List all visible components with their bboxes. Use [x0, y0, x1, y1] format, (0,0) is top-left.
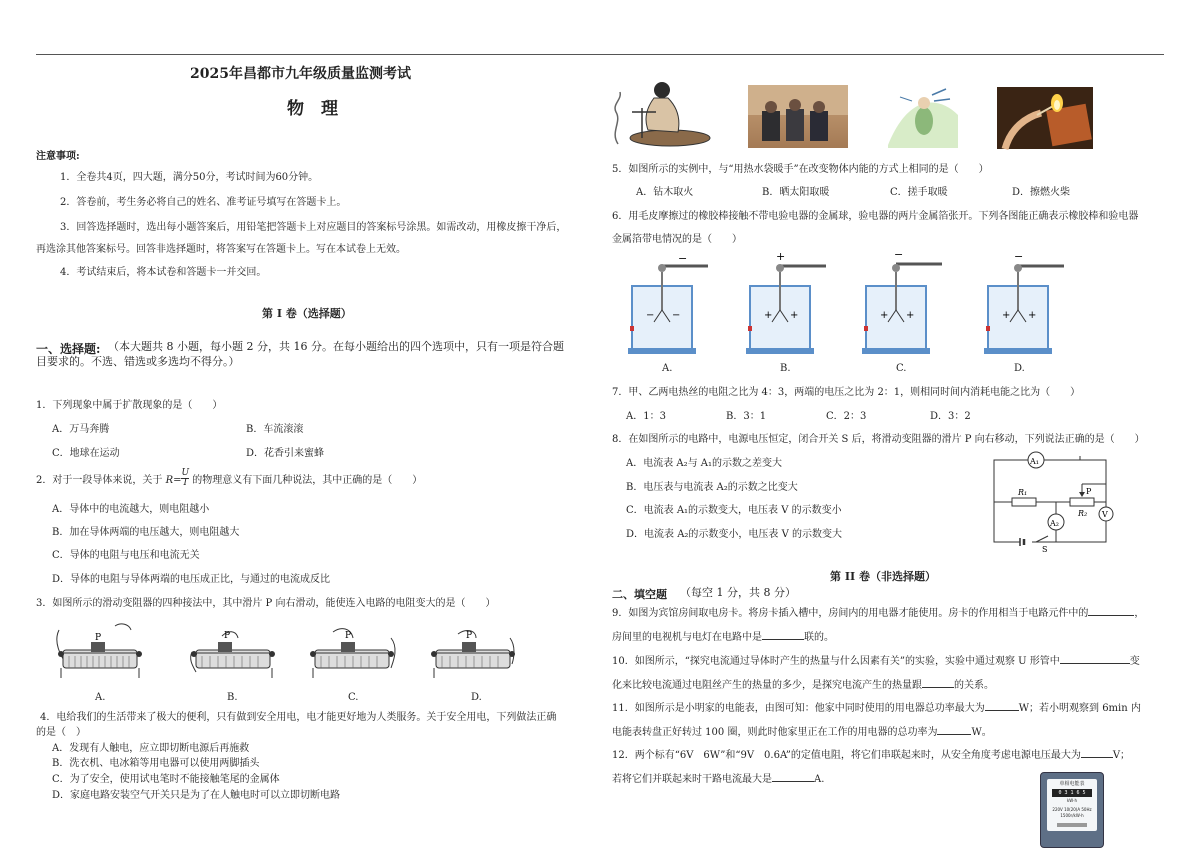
- q12-line1-post: V；: [1112, 750, 1131, 761]
- meter-dial-window: [1057, 823, 1087, 827]
- q8-option-d: D．电流表 A₂的示数变小，电压表 V 的示数变大: [626, 529, 843, 540]
- q6-a-leaf-sign-1: −: [646, 310, 655, 321]
- q6-electroscope-b: [746, 252, 836, 356]
- electricity-meter: [1040, 772, 1104, 848]
- q7-option-a: A．1：3: [626, 411, 666, 422]
- q3-rheostat-d: [428, 628, 518, 684]
- q12-blank-1[interactable]: [1081, 747, 1113, 758]
- q5-option-c: C．搓手取暖: [890, 187, 948, 198]
- section2-head: 二、填空题: [612, 588, 667, 601]
- notice-item-3: 3．回答选择题时，选出每小题答案后，用铅笔把答题卡上对应题目的答案标号涂黑。如需改动，用橡皮擦干净后，: [60, 222, 567, 233]
- q12-blank-2[interactable]: [772, 771, 814, 782]
- q2-option-d: D．导体的电阻与导体两端的电压成正比，与通过的电流成反比: [52, 574, 331, 585]
- q6-electroscope-c: [862, 248, 952, 356]
- q6-b-rod-sign: +: [776, 250, 786, 263]
- q4-option-b: B．洗衣机、电冰箱等用电器可以使用两脚插头: [52, 758, 260, 769]
- q8-label-v: V: [1102, 510, 1108, 519]
- q11-line1-pre: 11．如图所示是小明家的电能表，由图可知：他家中同时使用的用电器总功率最大为: [612, 703, 985, 714]
- q8-circuit-diagram: [990, 450, 1120, 554]
- meter-spec-1: 220V 10(20)A 50Hz: [1052, 807, 1092, 812]
- q7-option-d: D．3：2: [930, 411, 971, 422]
- q7-option-b: B．3：1: [726, 411, 767, 422]
- meter-spec-2: 1500r/kW·h: [1060, 813, 1084, 818]
- q2-stem-pre: 2．对于一段导体来说，关于: [36, 475, 163, 486]
- exam-subject: 物 理: [287, 99, 338, 119]
- q5-image-rubbing-hands: [888, 85, 958, 148]
- q8-label-a1: A₁: [1030, 457, 1039, 466]
- q8-label-a2: A₂: [1050, 519, 1059, 528]
- q4-stem-2: 的是（ ）: [36, 727, 86, 738]
- q1-option-b: B．车流滚滚: [246, 424, 304, 435]
- q10-line1-end: 变: [1129, 656, 1140, 667]
- q11-blank-2[interactable]: [937, 724, 971, 735]
- notice-item-3b: 再选涂其他答案标号。回答非选择题时，将答案写在答题卡上。写在本试卷上无效。: [36, 244, 406, 255]
- section1-desc-1: （本大题共 8 小题，每小题 2 分，共 16 分。在每小题给出的四个选项中，只有一项是符合题: [108, 340, 564, 353]
- q6-d-leaf-sign-1: +: [1002, 310, 1011, 321]
- q8-option-c: C．电流表 A₁的示数变大，电压表 V 的示数变小: [626, 505, 842, 516]
- q2-option-a: A．导体中的电流越大，则电阻越小: [52, 504, 210, 515]
- q11-blank-1[interactable]: [985, 700, 1019, 711]
- q4-option-c: C．为了安全，使用试电笔时不能接触笔尾的金属体: [52, 774, 280, 785]
- notice-heading: 注意事项:: [36, 151, 80, 162]
- q5-image-striking-match: [997, 87, 1093, 149]
- q12-line2: [612, 771, 824, 786]
- q3-label-b: B.: [227, 692, 238, 703]
- meter-unit: kW·h: [1066, 798, 1078, 803]
- q10-line1-text: 10．如图所示，“探究电流通过导体时产生的热量与什么因素有关”的实验，实验中通过观察 U 形管中: [612, 656, 1060, 667]
- part1-title: 第 I 卷（选择题）: [262, 307, 352, 320]
- q5-image-drilling-wood: [612, 78, 712, 150]
- q2-formula-fraction: [181, 469, 189, 488]
- q6-d-leaf-sign-2: +: [1028, 310, 1037, 321]
- q6-label-b: B.: [780, 363, 791, 374]
- q9-line1: 9．如图为宾馆房间取电房卡。将房卡插入槽中，房间内的用电器才能使用。房卡的作用相当于电路元件中的 ，: [612, 605, 1144, 620]
- q8-label-r1: R₁: [1018, 488, 1028, 497]
- q6-stem-2: 金属箔带电情况的是（ ）: [612, 234, 742, 245]
- q10-blank-2[interactable]: [922, 677, 954, 688]
- q3-rheostat-b: [188, 628, 278, 684]
- q9-line1-text: 9．如图为宾馆房间取电房卡。将房卡插入槽中，房间内的用电器才能使用。房卡的作用相当于电路元件中的: [612, 608, 1089, 619]
- q12-line2-pre: 若将它们并联起来时干路电流最大是: [612, 774, 772, 785]
- q2-formula-i: I: [183, 478, 188, 488]
- q9-line2-post: 联的。: [804, 632, 834, 643]
- q3-d-p-label: P: [466, 631, 473, 641]
- q6-c-rod-sign: −: [894, 248, 904, 261]
- q1-option-c: C．地球在运动: [52, 448, 120, 459]
- header-rule: [36, 54, 1164, 55]
- q11-line2-post: W。: [971, 727, 992, 738]
- q3-label-a: A.: [95, 692, 106, 703]
- q10-line2: [612, 677, 994, 692]
- q6-label-c: C.: [896, 363, 907, 374]
- q6-c-leaf-sign-2: +: [906, 310, 915, 321]
- q9-line2-pre: 房间里的电视机与电灯在电路中是: [612, 632, 762, 643]
- q7-stem: 7．甲、乙两电热丝的电阻之比为 4：3，两端的电压之比为 2：1，则相同时间内消耗电能之比为（ ）: [612, 387, 1081, 398]
- q8-label-r2: R₂: [1078, 509, 1088, 518]
- section1-desc-2: 目要求的。不选、错选或多选均不得分。）: [36, 355, 240, 368]
- q9-blank-1[interactable]: [1088, 605, 1134, 616]
- q4-option-a: A．发现有人触电，应立即切断电源后再施救: [52, 743, 250, 754]
- q5-image-sunbathing: [748, 85, 848, 148]
- section1-head: 一、选择题:: [36, 342, 101, 356]
- notice-item-2: 2．答卷前，考生务必将自己的姓名、准考证号填写在答题卡上。: [60, 197, 347, 208]
- q3-c-p-label: P: [345, 631, 352, 641]
- q9-blank-2[interactable]: [762, 629, 804, 640]
- q5-stem: 5．如图所示的实例中，与“用热水袋暖手”在改变物体内能的方式上相同的是（ ）: [612, 164, 989, 175]
- q7-option-c: C．2：3: [826, 411, 867, 422]
- q6-electroscope-d: [984, 252, 1074, 356]
- q1-stem: 1．下列现象中属于扩散现象的是（ ）: [36, 400, 223, 411]
- q5-option-d: D．擦燃火柴: [1012, 187, 1071, 198]
- q2-option-b: B．加在导体两端的电压越大，则电阻越大: [52, 527, 240, 538]
- q10-blank-1[interactable]: [1060, 653, 1130, 664]
- q8-option-a: A．电流表 A₂与 A₁的示数之差变大: [626, 458, 783, 469]
- q6-label-a: A.: [662, 363, 673, 374]
- q8-label-p: P: [1086, 487, 1092, 496]
- q5-option-b: B．晒太阳取暖: [762, 187, 830, 198]
- meter-title: 单相电能表: [1059, 781, 1085, 787]
- q9-line2: [612, 629, 834, 644]
- q6-b-leaf-sign-2: +: [790, 310, 799, 321]
- q3-b-p-label: P: [224, 631, 231, 641]
- q12-line1-pre: 12．两个标有“6V 6W”和“9V 0.6A”的定值电阻，将它们串联起来时，从安全角度考虑电源电压最大为: [612, 750, 1081, 761]
- q4-stem-1: 4．电给我们的生活带来了极大的便利，只有做到安全用电，电才能更好地为人类服务。关于安全用电，下列做法正确: [40, 712, 557, 723]
- q6-d-rod-sign: −: [1014, 250, 1024, 263]
- q10-line2-post: 的关系。: [954, 680, 994, 691]
- q11-line1: [612, 700, 1141, 715]
- q3-a-p-label: P: [95, 633, 102, 643]
- q1-option-a: A．万马奔腾: [52, 424, 110, 435]
- meter-reading: 0 3 1 6 5: [1052, 789, 1092, 797]
- q6-electroscope-a: [628, 252, 718, 356]
- q10-line1: [612, 653, 1140, 668]
- q2-stem-post: 的物理意义有下面几种说法，其中正确的是（ ）: [192, 475, 423, 486]
- q6-c-leaf-sign-1: +: [880, 310, 889, 321]
- part2-title: 第 II 卷（非选择题）: [830, 570, 936, 583]
- q6-b-leaf-sign-1: +: [764, 310, 773, 321]
- meter-face: [1047, 779, 1097, 831]
- q11-line2-pre: 电能表转盘正好转过 100 圈，则此时他家里正在工作的用电器的总功率为: [612, 727, 938, 738]
- q2-stem: [36, 468, 423, 488]
- q6-a-leaf-sign-2: −: [672, 310, 681, 321]
- q2-formula-r: R: [165, 475, 174, 486]
- q10-line2-pre: 化来比较电流通过电阻丝产生的热量的多少，是探究电流产生的热量跟: [612, 680, 922, 691]
- q6-stem-1: 6．用毛皮摩擦过的橡胶棒接触不带电验电器的金属球，验电器的两片金属箔张开。下列各图能正确表示橡胶棒和验电器: [612, 211, 1139, 222]
- exam-title: 2025年昌都市九年级质量监测考试: [190, 66, 411, 82]
- q3-stem: 3．如图所示的滑动变阻器的四种接法中，其中滑片 P 向右滑动，能使连入电路的电阻变大的是（ ）: [36, 598, 496, 609]
- q3-rheostat-a: [55, 622, 145, 684]
- q8-stem: 8．在如图所示的电路中，电源电压恒定，闭合开关 S 后，将滑动变阻器的滑片 P 向右移动，下列说法正确的是（ ）: [612, 434, 1145, 445]
- q2-formula-u: U: [181, 468, 190, 478]
- q3-label-d: D.: [471, 692, 482, 703]
- q3-label-c: C.: [348, 692, 359, 703]
- section2-desc: （每空 1 分，共 8 分）: [680, 586, 796, 599]
- q1-option-d: D．花香引来蜜蜂: [246, 448, 325, 459]
- q8-label-s: S: [1042, 545, 1048, 554]
- q6-a-rod-sign: −: [678, 252, 688, 265]
- q6-label-d: D.: [1014, 363, 1025, 374]
- notice-item-4: 4．考试结束后，将本试卷和答题卡一并交回。: [60, 267, 267, 278]
- q4-option-d: D．家庭电路安装空气开关只是为了在人触电时可以立即切断电路: [52, 790, 341, 801]
- q11-line2: [612, 724, 992, 739]
- q2-formula-eq: =: [173, 475, 182, 486]
- q8-option-b: B．电压表与电流表 A₂的示数之比变大: [626, 482, 798, 493]
- q12-line2-post: A.: [814, 774, 825, 785]
- q12-line1: [612, 747, 1130, 762]
- q3-rheostat-c: [307, 628, 397, 684]
- q2-option-c: C．导体的电阻与电压和电流无关: [52, 550, 200, 561]
- q11-line1-mid: W；若小明观察到 6min 内: [1018, 703, 1141, 714]
- q5-option-a: A．钻木取火: [636, 187, 694, 198]
- notice-item-1: 1．全卷共4页，四大题，满分50分，考试时间为60分钟。: [60, 172, 319, 183]
